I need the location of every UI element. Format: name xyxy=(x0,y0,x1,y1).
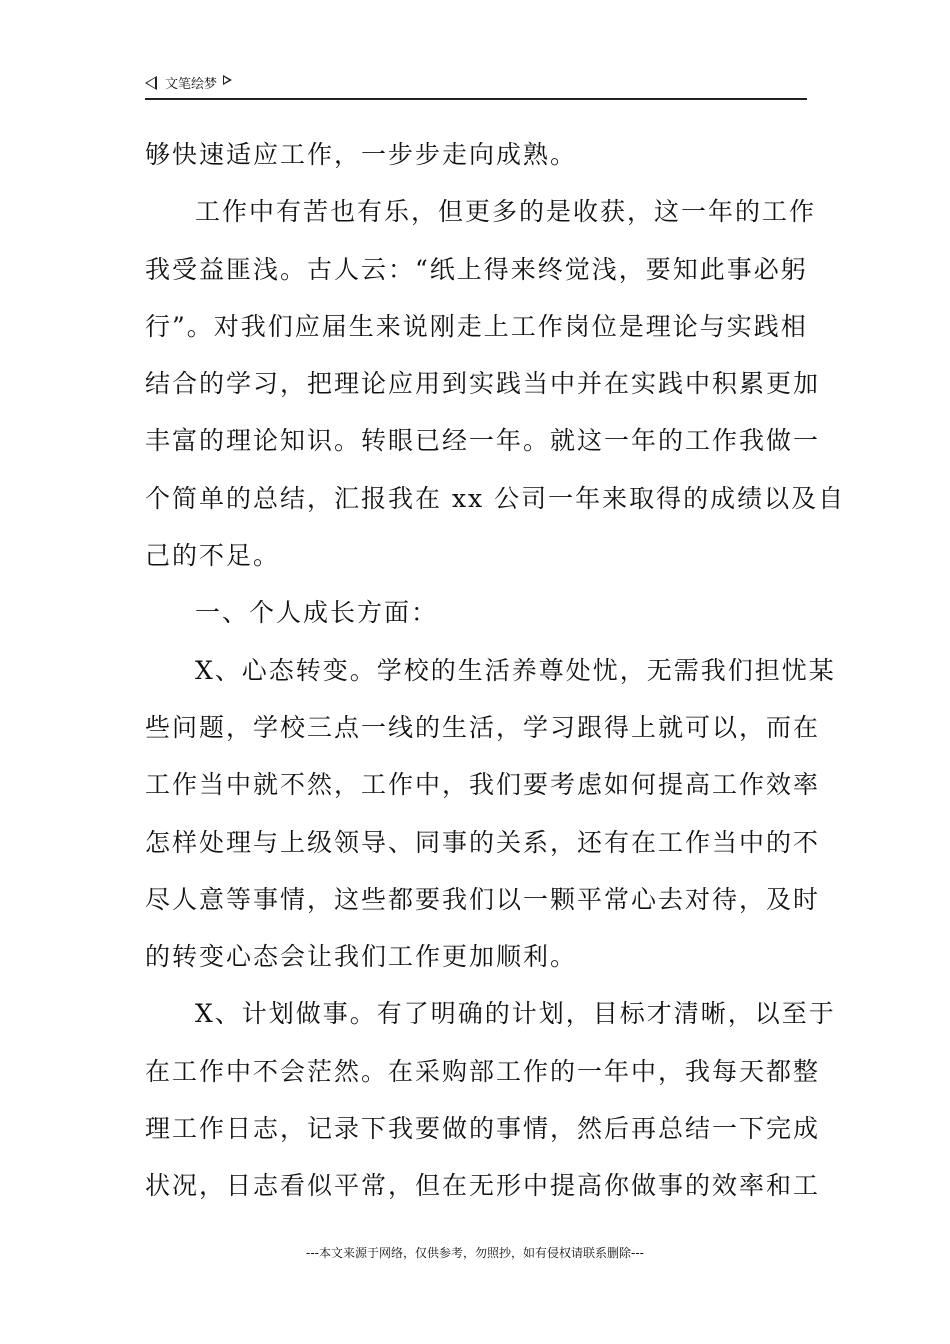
text-line: 个简单的总结，汇报我在 xx 公司一年来取得的成绩以及自 xyxy=(145,483,846,513)
text-line: 理工作日志，记录下我要做的事情，然后再总结一下完成 xyxy=(145,1114,821,1144)
triangle-right-icon xyxy=(223,75,232,85)
document-body xyxy=(145,126,846,1215)
text-line: X、心态转变。学校的生活养尊处忧，无需我们担忧某 xyxy=(195,655,836,685)
text-line: 一、个人成长方面： xyxy=(195,598,439,628)
text-line: 尽人意等事情，这些都要我们以一颗平常心去对待，及时 xyxy=(145,884,821,914)
page-header xyxy=(145,72,807,100)
text-line: 行”。对我们应届生来说刚走上工作岗位是理论与实践相 xyxy=(145,311,808,341)
text-line: 我受益匪浅。古人云：“纸上得来终觉浅，要知此事必躬 xyxy=(145,254,808,284)
text-line: 丰富的理论知识。转眼已经一年。就这一年的工作我做一 xyxy=(145,426,821,456)
text-line: 在工作中不会茫然。在采购部工作的一年中，我每天都整 xyxy=(145,1056,821,1086)
triangle-left-icon xyxy=(145,76,157,90)
text-line: 些问题，学校三点一线的生活，学习跟得上就可以，而在 xyxy=(145,712,821,742)
text-line: 怎样处理与上级领导、同事的关系，还有在工作当中的不 xyxy=(145,827,821,857)
text-line: X、计划做事。有了明确的计划，目标才清晰，以至于 xyxy=(195,999,836,1029)
text-line: 状况，日志看似平常，但在无形中提高你做事的效率和工 xyxy=(145,1171,821,1201)
text-line: 的转变心态会让我们工作更加顺利。 xyxy=(145,942,578,972)
text-line: 己的不足。 xyxy=(145,541,281,571)
text-line: 结合的学习，把理论应用到实践当中并在实践中积累更加 xyxy=(145,369,821,399)
text-line: 够快速适应工作，一步步走向成熟。 xyxy=(145,140,578,169)
text-line: 工作中有苦也有乐，但更多的是收获，这一年的工作 xyxy=(195,197,817,227)
text-line: 工作当中就不然，工作中，我们要考虑如何提高工作效率 xyxy=(145,770,821,800)
header-brand: 文笔绘梦 xyxy=(165,77,218,92)
footer-disclaimer: ---本文来源于网络，仅供参考，勿照抄，如有侵权请联系删除--- xyxy=(306,1246,644,1260)
